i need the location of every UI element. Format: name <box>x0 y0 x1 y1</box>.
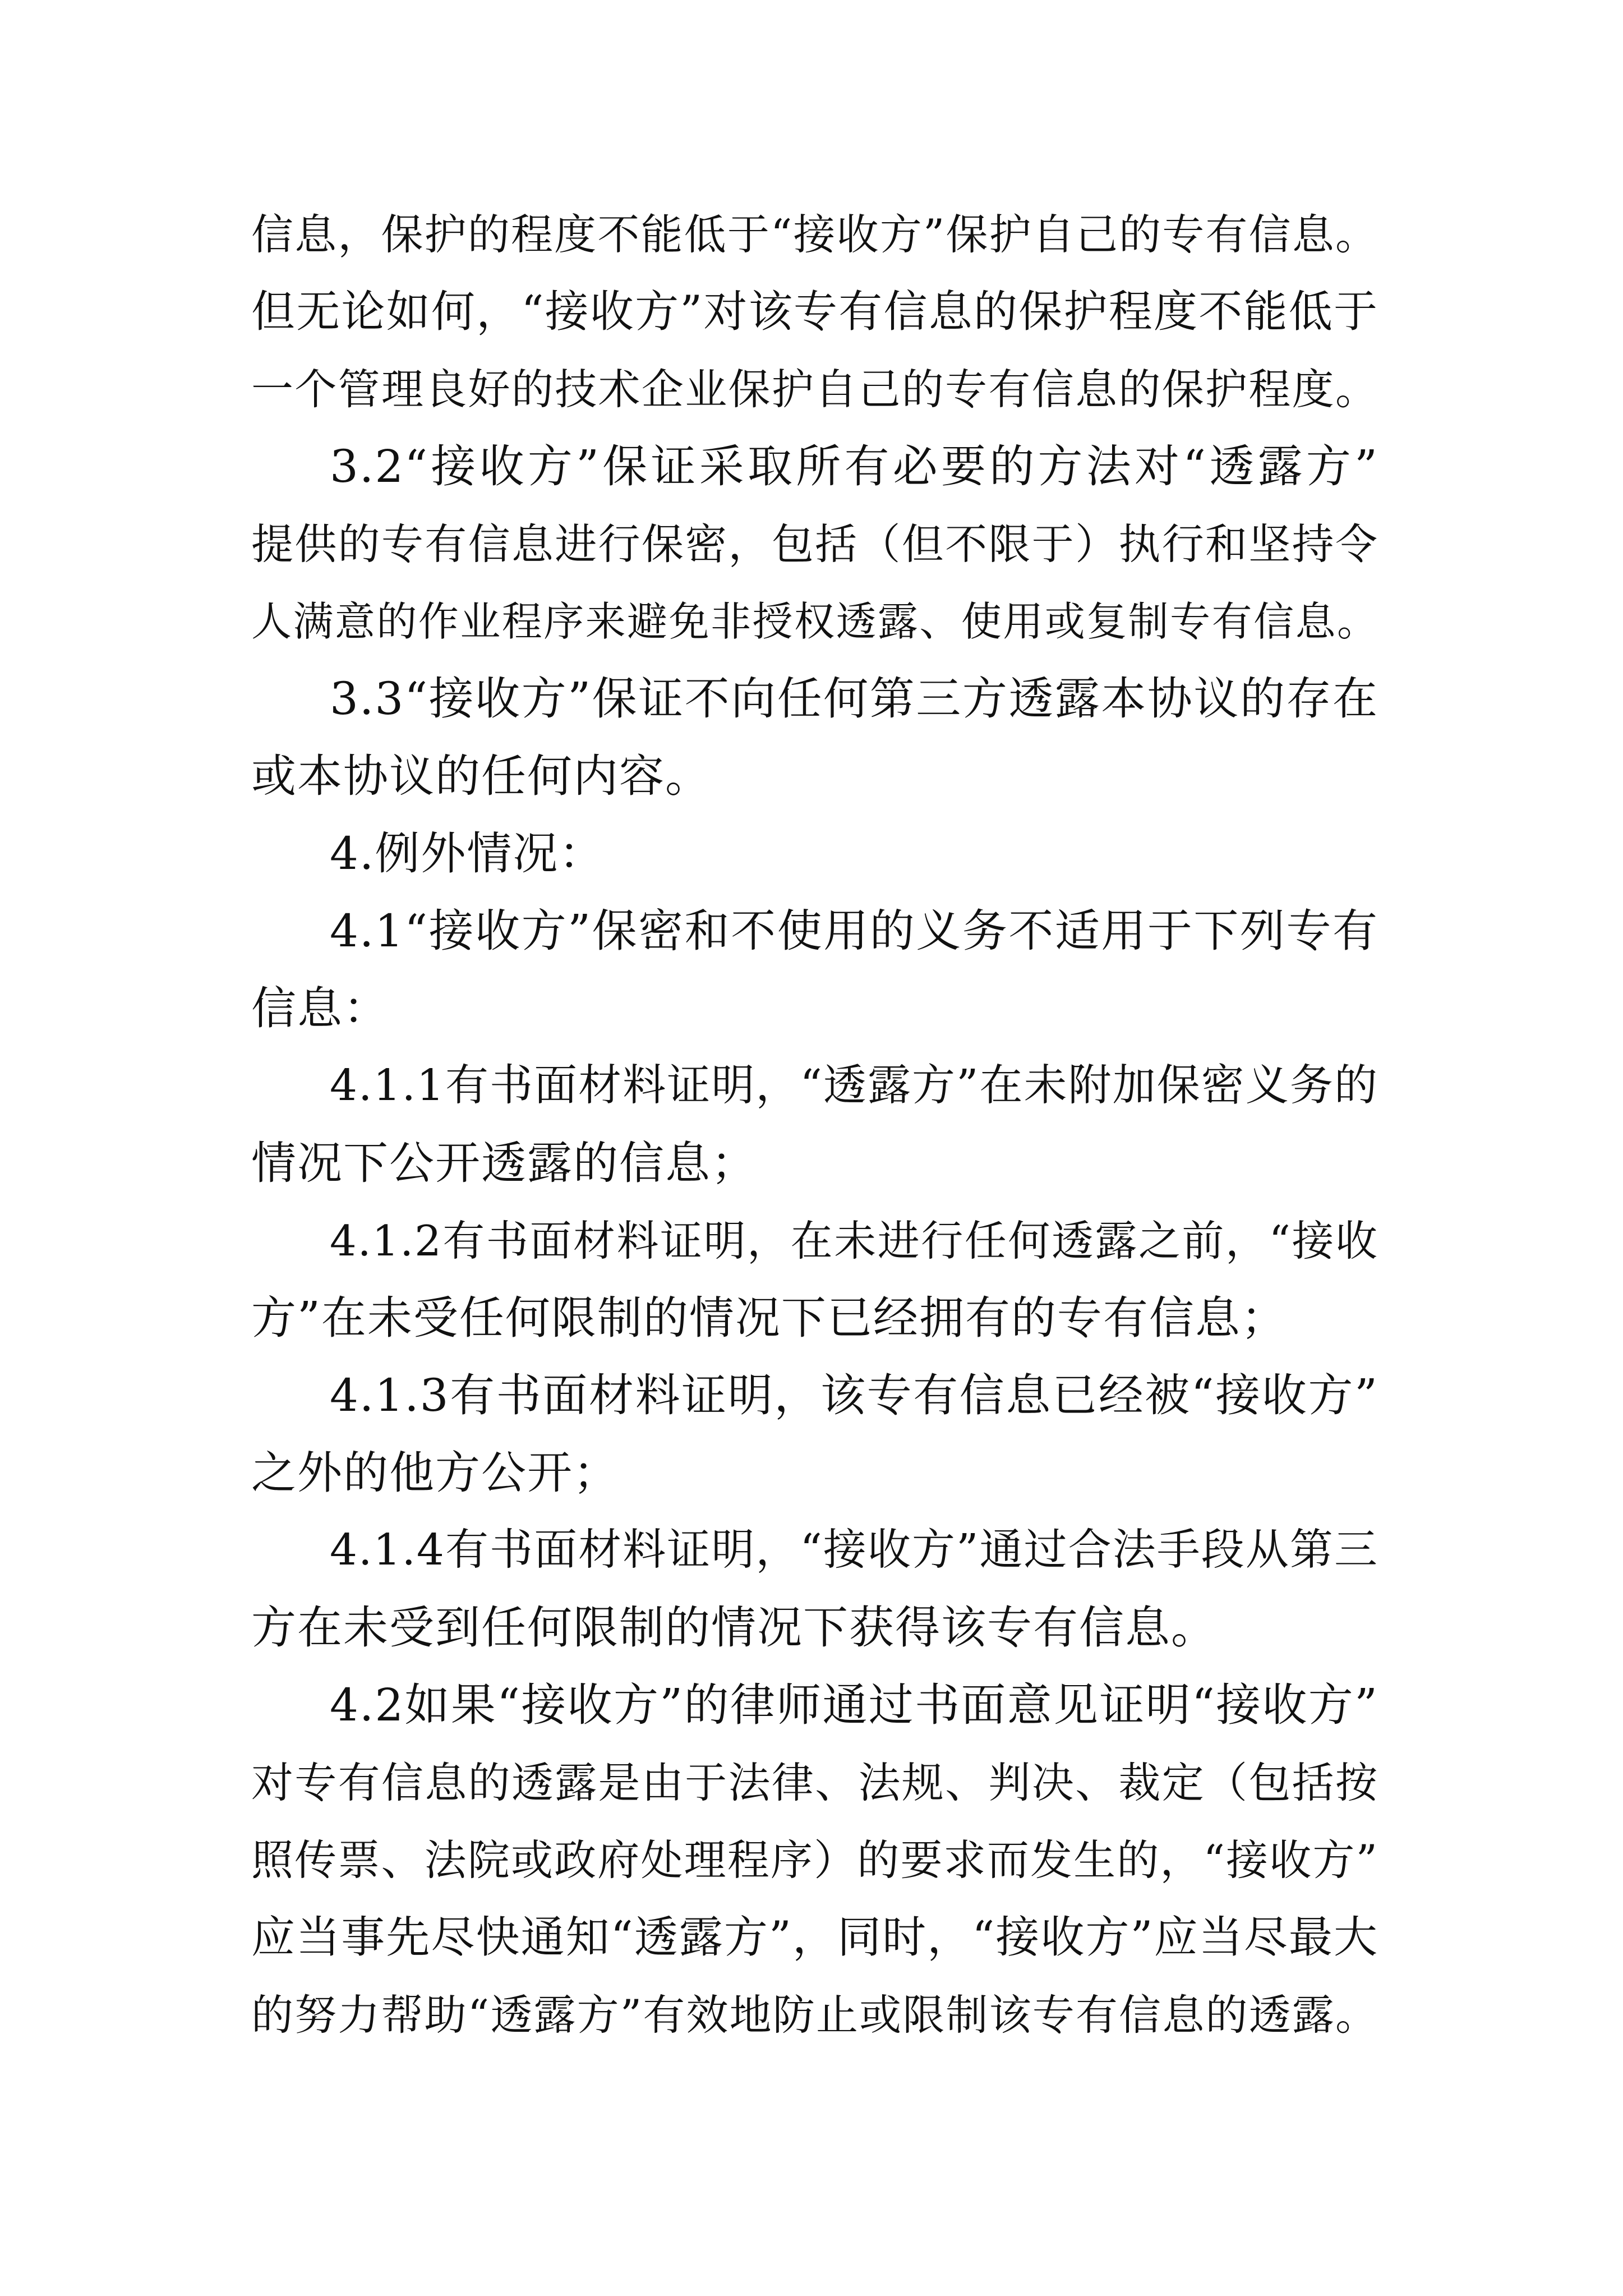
section-heading: 4.例外情况： <box>330 827 605 880</box>
text-line: 4.2如果“接收方”的律师通过书面意见证明“接收方” <box>330 1679 1378 1731</box>
text-line: 一个管理良好的技术企业保护自己的专有信息的保护程度。 <box>251 365 1378 414</box>
text-line: 提供的专有信息进行保密，包括（但不限于）执行和坚持令 <box>251 519 1378 569</box>
text-line: 信息： <box>251 982 389 1034</box>
text-line: 人满意的作业程序来避免非授权透露、使用或复制专有信息。 <box>251 598 1378 645</box>
text-line: 或本协议的任何内容。 <box>251 750 711 802</box>
text-line: 4.1.3有书面材料证明，该专有信息已经被“接收方” <box>330 1369 1378 1421</box>
text-line: 3.3“接收方”保证不向任何第三方透露本协议的存在 <box>330 673 1378 725</box>
text-line: 应当事先尽快通知“透露方”，同时，“接收方”应当尽最大 <box>251 1912 1378 1963</box>
text-line: 情况下公开透露的信息； <box>251 1137 757 1189</box>
text-line: 对专有信息的透露是由于法律、法规、判决、裁定（包括按 <box>251 1758 1378 1807</box>
text-line: 信息，保护的程度不能低于“接收方”保护自己的专有信息。 <box>251 210 1378 259</box>
text-line: 4.1“接收方”保密和不使用的义务不适用于下列专有 <box>330 905 1378 957</box>
text-line: 方在未受到任何限制的情况下获得该专有信息。 <box>251 1602 1217 1654</box>
text-line: 的努力帮助“透露方”有效地防止或限制该专有信息的透露。 <box>251 1990 1378 2040</box>
text-line: 但无论如何，“接收方”对该专有信息的保护程度不能低于 <box>251 287 1378 337</box>
text-line: 照传票、法院或政府处理程序）的要求而发生的，“接收方” <box>251 1835 1378 1885</box>
text-line: 方”在未受任何限制的情况下已经拥有的专有信息； <box>251 1292 1287 1344</box>
text-line: 3.2“接收方”保证采取所有必要的方法对“透露方” <box>330 440 1378 493</box>
text-line: 4.1.2有书面材料证明，在未进行任何透露之前，“接收 <box>330 1216 1378 1266</box>
text-line: 之外的他方公开； <box>251 1447 619 1499</box>
text-line: 4.1.1有书面材料证明，“透露方”在未附加保密义务的 <box>330 1061 1378 1111</box>
text-line: 4.1.4有书面材料证明，“接收方”通过合法手段从第三 <box>330 1525 1378 1575</box>
